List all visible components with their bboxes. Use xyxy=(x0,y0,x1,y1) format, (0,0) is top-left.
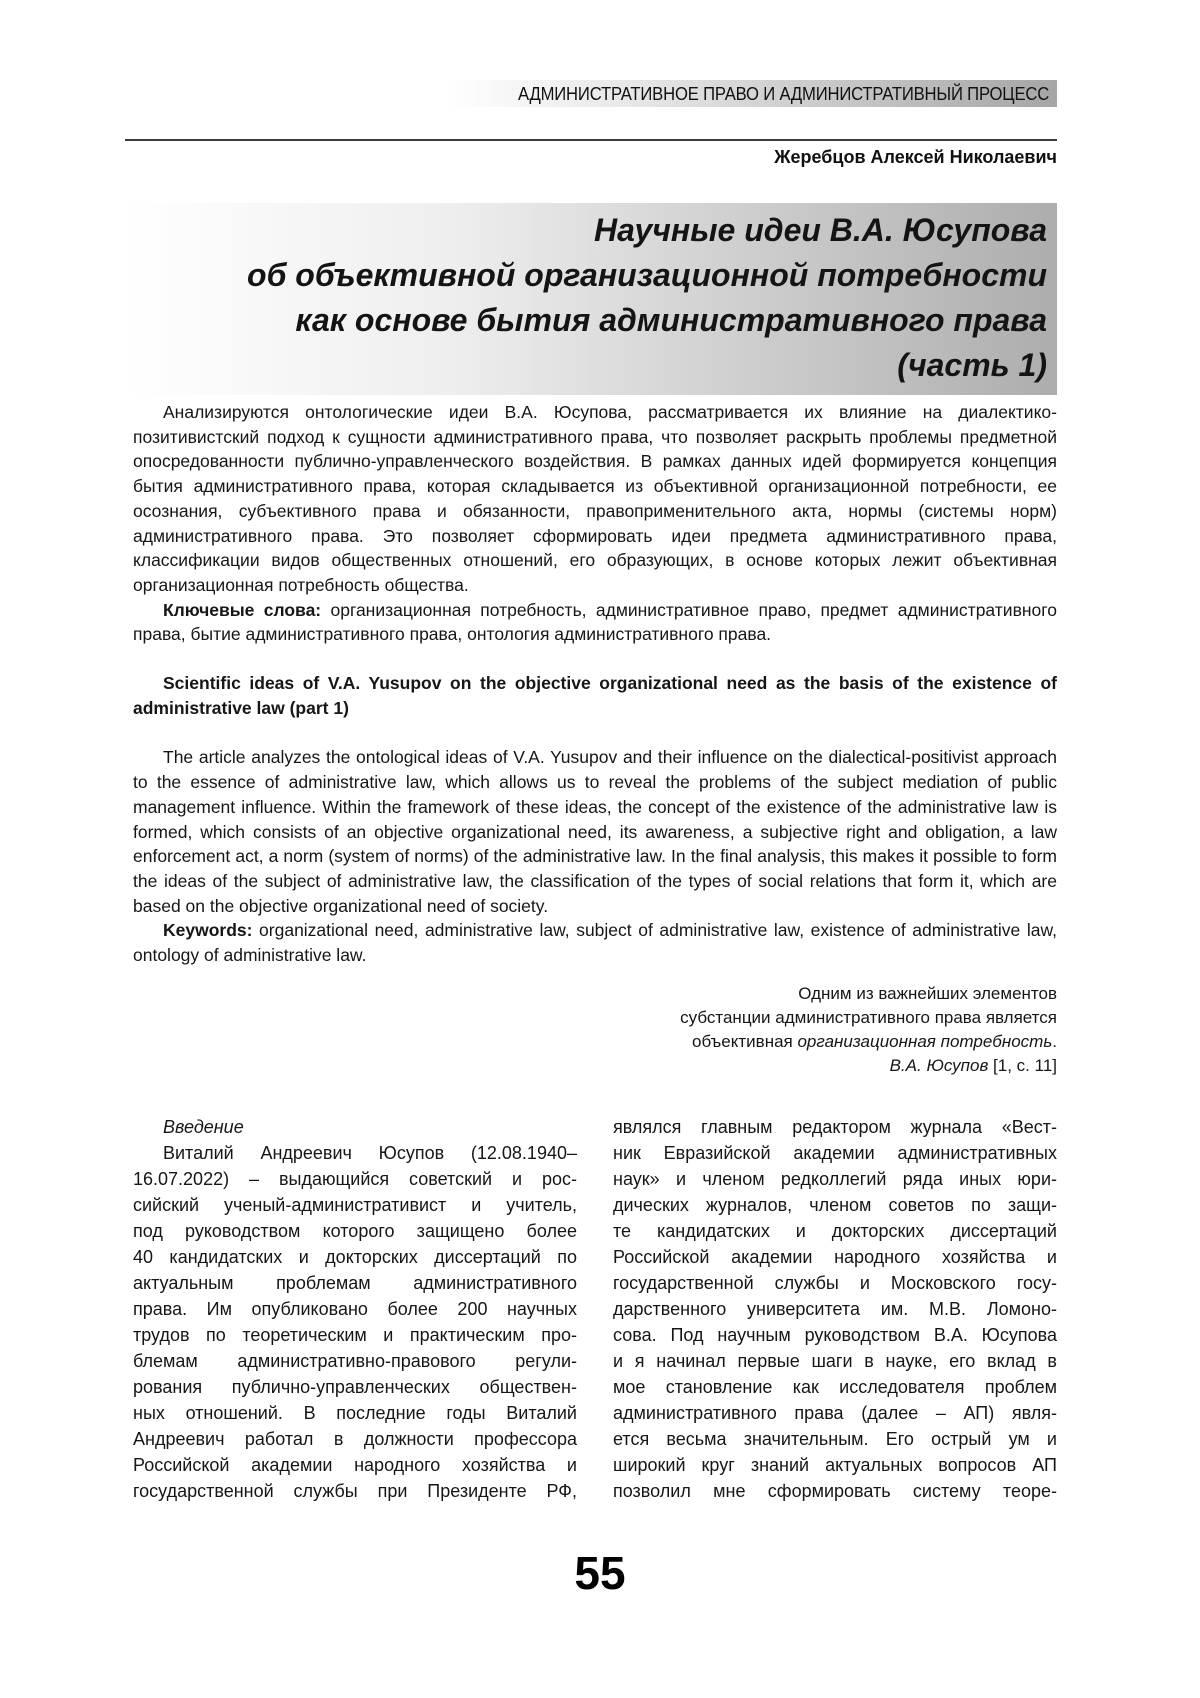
text-line: как основе бытия административного права xyxy=(295,302,1047,338)
text-line: трудов по теоретическим и практическим про- xyxy=(133,1324,577,1345)
epigraph-line-2: субстанции административного права является xyxy=(680,1007,1057,1027)
text-line: наук» и членом редколлегий ряда иных юри- xyxy=(613,1168,1057,1189)
text-line: права. Им опубликовано более 200 научных xyxy=(133,1298,577,1319)
section-heading-introduction: Введение xyxy=(163,1116,244,1137)
article-title-ru xyxy=(125,203,1057,395)
epigraph-attribution-ref: [1, с. 11] xyxy=(988,1055,1057,1075)
text-line: об объективной организационной потребности xyxy=(247,257,1047,293)
text-line: ник Евразийской академии административных xyxy=(613,1142,1057,1163)
column-left-text xyxy=(133,1140,577,1504)
page-number: 55 xyxy=(574,1547,626,1599)
column-left xyxy=(133,1114,577,1504)
epigraph-attribution-name: В.А. Юсупов xyxy=(889,1055,989,1075)
text-line: Андреевич работал в должности профессора xyxy=(133,1428,577,1449)
epigraph-attribution xyxy=(133,1054,1057,1078)
epigraph-line-1: Одним из важнейших элементов xyxy=(798,983,1057,1003)
epigraph-line-3 xyxy=(133,1030,1057,1054)
text-line: Российской академии народного хозяйства и xyxy=(613,1246,1057,1267)
text-line: Виталий Андреевич Юсупов (12.08.1940– xyxy=(163,1142,577,1163)
text-line: дарственного университета им. М.В. Ломоно- xyxy=(613,1298,1057,1319)
keywords-en-text: organizational need, administrative law, subject of administrative law, existence of administrative law, ontology of administrative law. xyxy=(133,920,1057,966)
keywords-en xyxy=(133,918,1057,967)
text-line: рования публично-управленческих обществен- xyxy=(133,1376,577,1397)
article-title-en: Scientific ideas of V.A. Yusupov on the objective organizational need as the basis of the existence of administrative law (part 1) xyxy=(133,673,1057,718)
text-line: широкий круг знаний актуальных вопросов АП xyxy=(613,1454,1057,1475)
column-right-text xyxy=(613,1114,1057,1504)
abstract-ru: Анализируются онтологические идеи В.А. Юсупова, рассматривается их влияние на диалектико-позитивистский подход к сущности административного права, что позволяет раскрыть проблемы предметной опосредованности публично-управленческого воздействия. В рамках данных идей формируется концепция бытия административного права, которая складывается из объективной организационной потребности, ее осознания, субъективного права и обязанности, правоприменительного акта, нормы (системы норм) административного права. Это позволяет сформировать идеи предмета административного права, классификации видов общественных отношений, его образующих, в основе которых лежит объективная организационная потребность общества. xyxy=(133,402,1057,595)
text-line: ных отношений. В последние годы Виталий xyxy=(133,1402,577,1423)
epigraph xyxy=(133,982,1057,1078)
section-banner-label: АДМИНИСТРАТИВНОЕ ПРАВО И АДМИНИСТРАТИВНЫЙ ПРОЦЕСС xyxy=(517,83,1049,104)
text-line: Научные идеи В.А. Юсупова xyxy=(593,212,1047,248)
article-front-matter xyxy=(133,400,1057,1504)
text-line: (часть 1) xyxy=(897,347,1047,383)
text-line: те кандидатских и докторских диссертаций xyxy=(613,1220,1057,1241)
text-line: и я начинал первые шаги в науке, его вклад в xyxy=(613,1350,1057,1371)
text-line: 40 кандидатских и докторских диссертаций по xyxy=(133,1246,577,1267)
author-name: Жеребцов Алексей Николаевич xyxy=(774,147,1057,167)
text-line: мое становление как исследователя проблем xyxy=(613,1376,1057,1397)
keywords-ru xyxy=(133,598,1057,647)
abstract-en: The article analyzes the ontological ideas of V.A. Yusupov and their influence on the dialectical-positivist approach to the essence of administrative law, which allows us to reveal the problems of the subject mediation of public management influence. Within the framework of these ideas, the concept of the existence of the administrative law is formed, which consists of an objective organizational need, its awareness, a subjective right and obligation, a law enforcement act, a norm (system of norms) of the administrative law. In the final analysis, this makes it possible to form the ideas of the subject of administrative law, the classification of the types of social relations that form it, which are based on the objective organizational need of society. xyxy=(133,747,1057,916)
epigraph-line-3-suffix: . xyxy=(1052,1031,1057,1051)
header-divider xyxy=(125,139,1057,141)
article-body-columns xyxy=(133,1114,1057,1504)
text-line: сова. Под научным руководством В.А. Юсупова xyxy=(613,1324,1057,1345)
text-line: сийский ученый-административист и учитель, xyxy=(133,1194,577,1215)
keywords-en-label: Keywords: xyxy=(163,920,253,941)
text-line: ется весьма значительным. Его острый ум и xyxy=(613,1428,1057,1449)
text-line: являлся главным редактором журнала «Вест- xyxy=(613,1116,1057,1137)
keywords-ru-label: Ключевые слова: xyxy=(163,599,322,620)
text-line: государственной службы и Московского госу- xyxy=(613,1272,1057,1293)
text-line: 16.07.2022) – выдающийся советский и рос- xyxy=(133,1168,577,1189)
text-line: позволил мне сформировать систему теоре- xyxy=(613,1480,1057,1501)
text-line: дических журналов, членом советов по защи- xyxy=(613,1194,1057,1215)
keywords-ru-text: организационная потребность, административное право, предмет административного права, бытие административного права, онтология административного права. xyxy=(133,599,1057,645)
text-line: блемам административно-правового регули- xyxy=(133,1350,577,1371)
text-line: государственной службы при Президенте РФ, xyxy=(133,1480,577,1501)
epigraph-line-3-italic: организационная потребность xyxy=(797,1031,1053,1051)
column-right xyxy=(613,1114,1057,1504)
text-line: под руководством которого защищено более xyxy=(133,1220,577,1241)
text-line: актуальным проблемам административного xyxy=(133,1272,577,1293)
section-banner xyxy=(445,80,1057,107)
text-line: Российской академии народного хозяйства и xyxy=(133,1454,577,1475)
text-line: административного права (далее – АП) явля- xyxy=(613,1402,1057,1423)
epigraph-line-3-prefix: объективная xyxy=(692,1031,798,1051)
